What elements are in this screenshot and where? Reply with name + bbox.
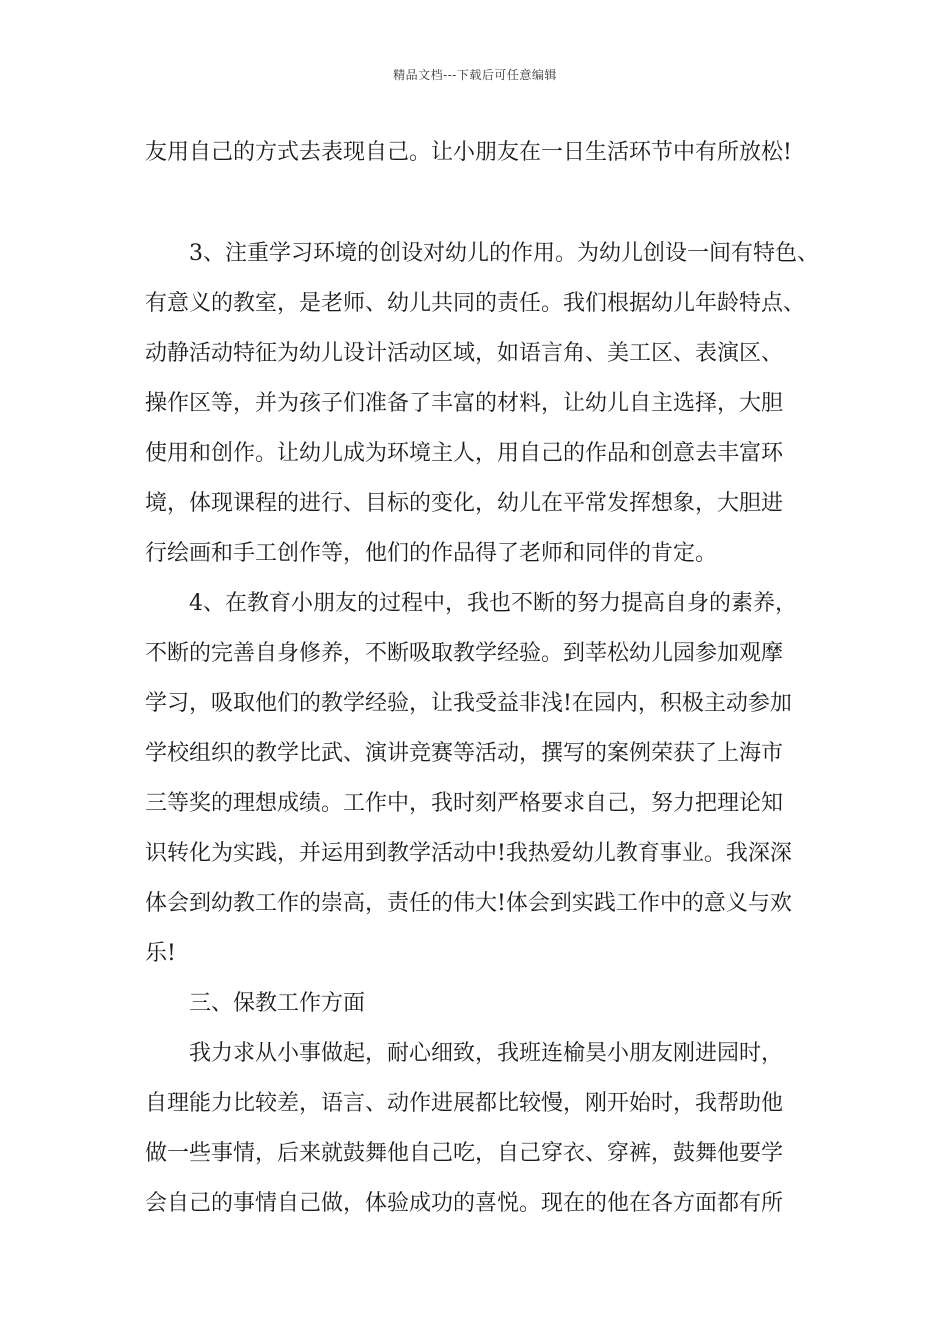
text-line: 不断的完善自身修养，不断吸取教学经验。到莘松幼儿园参加观摩 xyxy=(145,641,784,666)
text-line: 乐! xyxy=(145,941,176,966)
text-line: 学校组织的教学比武、演讲竞赛等活动，撰写的案例荣获了上海市 xyxy=(145,741,784,766)
text-line: 会自己的事情自己做，体验成功的喜悦。现在的他在各方面都有所 xyxy=(145,1191,784,1216)
section-heading-text: 三、保教工作方面 xyxy=(189,991,366,1016)
text-line: 3、注重学习环境的创设对幼儿的作用。为幼儿创设一间有特色、 xyxy=(189,241,819,266)
text-line: 友用自己的方式去表现自己。让小朋友在一日生活环节中有所放松! xyxy=(145,140,792,165)
text-line: 体会到幼教工作的崇高，责任的伟大!体会到实践工作中的意义与欢 xyxy=(145,891,792,916)
page-header: 精品文档---下载后可任意编辑 xyxy=(393,68,557,82)
text-line: 有意义的教室，是老师、幼儿共同的责任。我们根据幼儿年龄特点、 xyxy=(145,291,806,316)
text-line: 自理能力比较差，语言、动作进展都比较慢，刚开始时，我帮助他 xyxy=(145,1091,784,1116)
text-line: 做一些事情，后来就鼓舞他自己吃，自己穿衣、穿裤，鼓舞他要学 xyxy=(145,1141,784,1166)
text-line: 我力求从小事做起，耐心细致，我班连榆昊小朋友刚进园时， xyxy=(189,1041,784,1066)
text-line: 三等奖的理想成绩。工作中，我时刻严格要求自己，努力把理论知 xyxy=(145,791,784,816)
text-line: 使用和创作。让幼儿成为环境主人，用自己的作品和创意去丰富环 xyxy=(145,441,784,466)
text-line: 境，体现课程的进行、目标的变化，幼儿在平常发挥想象，大胆进 xyxy=(145,491,784,516)
text-line: 行绘画和手工创作等，他们的作品得了老师和同伴的肯定。 xyxy=(145,541,718,566)
paragraph-gap xyxy=(145,178,835,229)
text-line: 4、在教育小朋友的过程中，我也不断的努力提高自身的素养， xyxy=(189,591,797,616)
paragraph-care-work xyxy=(145,1029,835,1229)
text-line: 学习，吸取他们的教学经验，让我受益非浅!在园内，积极主动参加 xyxy=(145,691,792,716)
text-line: 动静活动特征为幼儿设计活动区域，如语言角、美工区、表演区、 xyxy=(145,341,784,366)
paragraph-continuation xyxy=(145,128,835,178)
text-line: 识转化为实践，并运用到教学活动中!我热爱幼儿教育事业。我深深 xyxy=(145,841,792,866)
document-body xyxy=(145,128,835,1229)
text-line: 操作区等，并为孩子们准备了丰富的材料，让幼儿自主选择，大胆 xyxy=(145,391,784,416)
paragraph-item-3 xyxy=(145,229,835,579)
paragraph-item-4 xyxy=(145,579,835,979)
section-heading xyxy=(145,979,835,1029)
